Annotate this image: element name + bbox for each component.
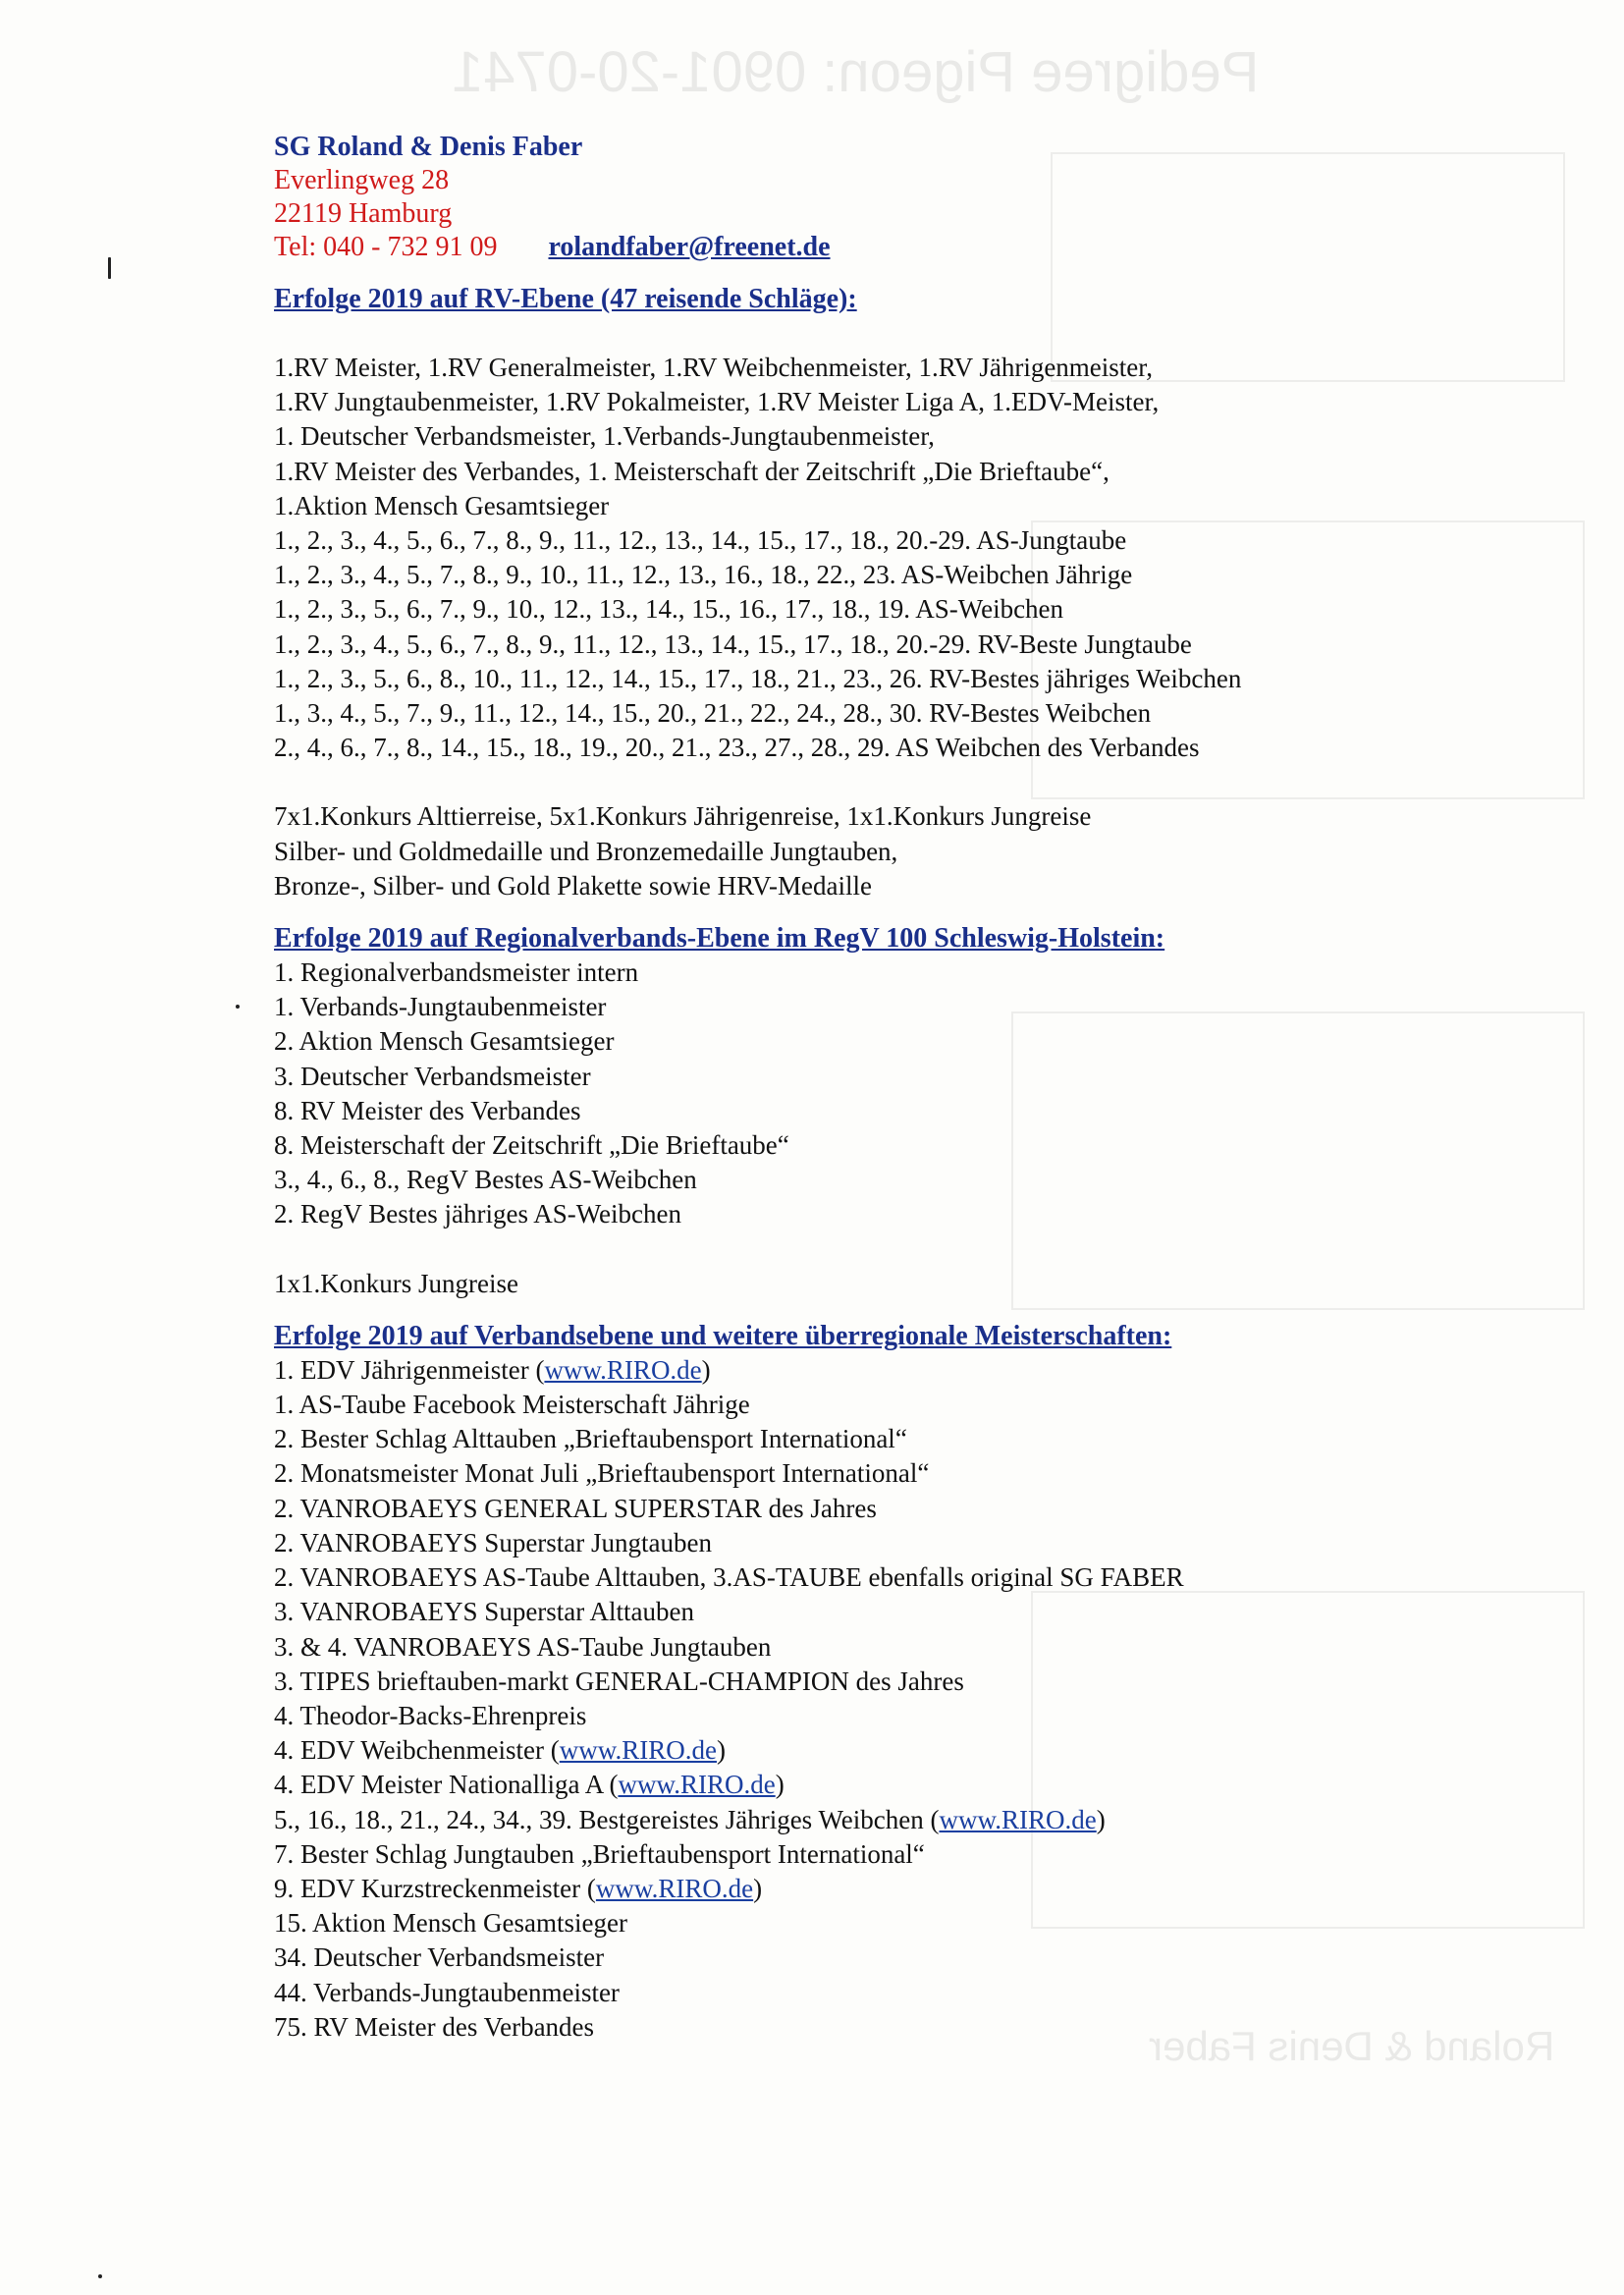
section-rv-list <box>274 351 1550 765</box>
scan-speck <box>236 1005 240 1009</box>
list-item: 1., 2., 3., 5., 6., 8., 10., 11., 12., 14., 15., 17., 18., 21., 23., 26. RV-Bestes jähriges Weibchen <box>274 663 1242 693</box>
sender-name: SG Roland & Denis Faber <box>274 132 583 162</box>
list-item: Silber- und Goldmedaille und Bronzemedaille Jungtauben, <box>274 836 898 866</box>
list-item: 3., 4., 6., 8., RegV Bestes AS-Weibchen <box>274 1165 697 1195</box>
list-item: 2. Bester Schlag Alttauben „Brieftaubensport International“ <box>274 1424 907 1454</box>
list-item: Bronze-, Silber- und Gold Plakette sowie HRV-Medaille <box>274 870 872 901</box>
list-item: 2., 4., 6., 7., 8., 14., 15., 18., 19., 20., 21., 23., 27., 28., 29. AS Weibchen des Verbandes <box>274 733 1200 763</box>
list-item: 44. Verbands-Jungtaubenmeister <box>274 1977 620 2007</box>
list-item: 3. TIPES brieftauben-markt GENERAL-CHAMPION des Jahres <box>274 1666 964 1696</box>
list-item: 1., 2., 3., 5., 6., 7., 9., 10., 12., 13., 14., 15., 16., 17., 18., 19. AS-Weibchen <box>274 594 1064 625</box>
list-item: 2. VANROBAEYS Superstar Jungtauben <box>274 1527 713 1557</box>
list-item: 8. RV Meister des Verbandes <box>274 1095 581 1125</box>
list-item: 3. & 4. VANROBAEYS AS-Taube Jungtauben <box>274 1631 772 1662</box>
list-item: 2. VANROBAEYS GENERAL SUPERSTAR des Jahres <box>274 1493 877 1523</box>
section-rv-title: Erfolge 2019 auf RV-Ebene (47 reisende Schläge): <box>274 284 857 314</box>
riro-link[interactable]: www.RIRO.de <box>559 1735 717 1766</box>
list-item: 2. RegV Bestes jähriges AS-Weibchen <box>274 1199 682 1229</box>
list-item: 4. Theodor-Backs-Ehrenpreis <box>274 1700 587 1730</box>
section-regv-list <box>274 956 1550 1232</box>
list-item: 1., 2., 3., 4., 5., 7., 8., 9., 10., 11., 12., 13., 16., 18., 22., 23. AS-Weibchen Jährige <box>274 560 1133 590</box>
list-item: 8. Meisterschaft der Zeitschrift „Die Brieftaube“ <box>274 1130 789 1161</box>
list-item: 1. Deutscher Verbandsmeister, 1.Verbands-Jungtaubenmeister, <box>274 421 935 452</box>
list-item: 34. Deutscher Verbandsmeister <box>274 1942 605 1973</box>
list-item: 1. EDV Jährigenmeister (www.RIRO.de) <box>274 1354 711 1385</box>
section-verband-list <box>274 1353 1550 2045</box>
list-item: 7x1.Konkurs Alttierreise, 5x1.Konkurs Jährigenreise, 1x1.Konkurs Jungreise <box>274 801 1092 832</box>
list-item: 1.RV Meister, 1.RV Generalmeister, 1.RV Weibchenmeister, 1.RV Jährigenmeister, <box>274 353 1153 382</box>
list-item: 1x1.Konkurs Jungreise <box>274 1268 518 1298</box>
show-through-footer: Roland & Denis Faber <box>1149 2023 1555 2069</box>
sender-street: Everlingweg 28 <box>274 165 450 195</box>
section-verband-title: Erfolge 2019 auf Verbandsebene und weitere überregionale Meisterschaften: <box>274 1320 1172 1351</box>
riro-link[interactable]: www.RIRO.de <box>595 1873 754 1903</box>
scan-speck <box>108 257 111 279</box>
riro-link[interactable]: www.RIRO.de <box>544 1354 702 1385</box>
list-item: 5., 16., 18., 21., 24., 34., 39. Bestgereistes Jähriges Weibchen (www.RIRO.de) <box>274 1804 1106 1834</box>
sender-phone: Tel: 040 - 732 91 09 <box>274 232 498 262</box>
list-item: 4. EDV Weibchenmeister (www.RIRO.de) <box>274 1735 726 1766</box>
list-item: 1. AS-Taube Facebook Meisterschaft Jährige <box>274 1390 750 1420</box>
list-item: 2. Aktion Mensch Gesamtsieger <box>274 1026 615 1057</box>
list-item: 75. RV Meister des Verbandes <box>274 2011 595 2042</box>
list-item: 7. Bester Schlag Jungtauben „Brieftaubensport International“ <box>274 1838 925 1869</box>
list-item: 1.RV Jungtaubenmeister, 1.RV Pokalmeister, 1.RV Meister Liga A, 1.EDV-Meister, <box>274 387 1160 417</box>
list-item: 1., 2., 3., 4., 5., 6., 7., 8., 9., 11., 12., 13., 14., 15., 17., 18., 20.-29. RV-Beste Jungtaube <box>274 628 1192 659</box>
list-item: 1.RV Meister des Verbandes, 1. Meisterschaft der Zeitschrift „Die Brieftaube“, <box>274 456 1110 486</box>
list-item: 1.Aktion Mensch Gesamtsieger <box>274 490 610 520</box>
list-item: 4. EDV Meister Nationalliga A (www.RIRO.de) <box>274 1770 785 1800</box>
list-item: 2. Monatsmeister Monat Juli „Brieftaubensport International“ <box>274 1458 930 1489</box>
list-item: 1., 3., 4., 5., 7., 9., 11., 12., 14., 15., 20., 21., 22., 24., 28., 30. RV-Bestes Weibchen <box>274 698 1152 729</box>
list-item: 3. VANROBAEYS Superstar Alttauben <box>274 1597 695 1627</box>
list-item: 1., 2., 3., 4., 5., 6., 7., 8., 9., 11., 12., 13., 14., 15., 17., 18., 20.-29. AS-Jungtaube <box>274 525 1127 556</box>
riro-link[interactable]: www.RIRO.de <box>939 1804 1097 1834</box>
scan-speck <box>98 2274 102 2278</box>
document-body <box>274 131 1550 2045</box>
list-item: 2. VANROBAEYS AS-Taube Alttauben, 3.AS-TAUBE ebenfalls original SG FABER <box>274 1562 1184 1593</box>
section-rv-extra <box>274 799 1550 903</box>
sender-email[interactable]: rolandfaber@freenet.de <box>548 232 831 262</box>
sender-city: 22119 Hamburg <box>274 198 453 229</box>
list-item: 3. Deutscher Verbandsmeister <box>274 1061 591 1091</box>
sender-contact <box>274 231 1550 264</box>
show-through-title: Pedigree Pigeon: 0901-20-0741 <box>452 40 1260 104</box>
list-item: 1. Verbands-Jungtaubenmeister <box>274 992 607 1022</box>
section-regv-title: Erfolge 2019 auf Regionalverbands-Ebene im RegV 100 Schleswig-Holstein: <box>274 923 1165 955</box>
list-item: 1. Regionalverbandsmeister intern <box>274 957 639 988</box>
riro-link[interactable]: www.RIRO.de <box>618 1770 776 1800</box>
list-item: 9. EDV Kurzstreckenmeister (www.RIRO.de) <box>274 1873 763 1903</box>
list-item: 15. Aktion Mensch Gesamtsieger <box>274 1908 627 1939</box>
